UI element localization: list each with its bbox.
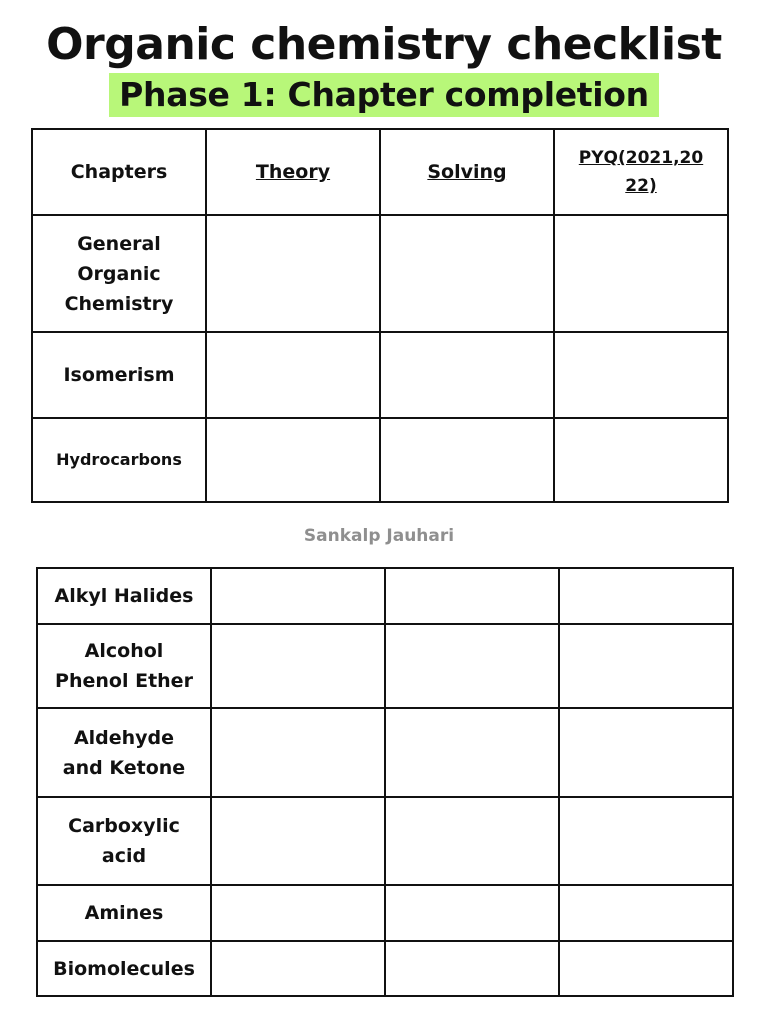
solving-checkbox-cell[interactable] <box>385 568 559 624</box>
header-pyq-line1: PYQ(2021,20 <box>578 148 704 168</box>
solving-checkbox-cell[interactable] <box>385 708 559 797</box>
chapter-name-line: Isomerism <box>63 364 175 386</box>
header-chapters: Chapters <box>32 129 206 215</box>
pyq-checkbox-cell[interactable] <box>559 885 733 941</box>
chapter-name-line: Chemistry <box>64 292 174 315</box>
theory-checkbox-cell[interactable] <box>206 215 380 332</box>
header-theory: Theory <box>206 129 380 215</box>
chapter-name-cell <box>37 624 211 708</box>
phase-subtitle: Phase 1: Chapter completion <box>109 73 659 117</box>
solving-checkbox-cell[interactable] <box>380 418 554 502</box>
table-row <box>37 624 733 708</box>
theory-checkbox-cell[interactable] <box>211 568 385 624</box>
chapter-name-line: General <box>77 232 161 255</box>
table-row <box>37 797 733 885</box>
chapter-name-cell <box>37 885 211 941</box>
pyq-checkbox-cell[interactable] <box>559 797 733 885</box>
pyq-checkbox-cell[interactable] <box>559 708 733 797</box>
table-row <box>32 418 728 502</box>
chapter-name-cell <box>32 332 206 418</box>
chapter-name-line: Alkyl Halides <box>54 585 194 607</box>
chapter-name-cell <box>37 568 211 624</box>
pyq-checkbox-cell[interactable] <box>559 624 733 708</box>
chapter-name-line: Alcohol <box>84 640 164 662</box>
theory-checkbox-cell[interactable] <box>206 418 380 502</box>
chapter-name-line: acid <box>101 845 147 867</box>
table-row <box>32 215 728 332</box>
pyq-checkbox-cell[interactable] <box>554 215 728 332</box>
subtitle-wrapper <box>0 73 768 117</box>
pyq-checkbox-cell[interactable] <box>554 418 728 502</box>
solving-checkbox-cell[interactable] <box>385 885 559 941</box>
header-solving: Solving <box>380 129 554 215</box>
chapter-name-cell <box>37 797 211 885</box>
chapter-name-line: Carboxylic <box>68 815 180 837</box>
solving-checkbox-cell[interactable] <box>380 215 554 332</box>
chapter-name-line: Hydrocarbons <box>56 450 182 469</box>
pyq-checkbox-cell[interactable] <box>554 332 728 418</box>
table-row <box>37 568 733 624</box>
checklist-table-2 <box>36 567 734 997</box>
theory-checkbox-cell[interactable] <box>211 797 385 885</box>
table-row <box>32 332 728 418</box>
solving-checkbox-cell[interactable] <box>385 797 559 885</box>
chapter-name-line: Amines <box>84 902 164 924</box>
theory-checkbox-cell[interactable] <box>211 885 385 941</box>
solving-checkbox-cell[interactable] <box>385 624 559 708</box>
chapter-name-line: Phenol Ether <box>55 670 193 692</box>
chapter-name-cell <box>32 418 206 502</box>
author-credit: Sankalp Jauhari <box>303 526 455 546</box>
pyq-checkbox-cell[interactable] <box>559 941 733 996</box>
theory-checkbox-cell[interactable] <box>206 332 380 418</box>
theory-checkbox-cell[interactable] <box>211 941 385 996</box>
chapter-name-cell <box>37 708 211 797</box>
table-row <box>37 708 733 797</box>
chapter-name-line: Biomolecules <box>53 957 195 980</box>
table-header-row <box>32 129 728 215</box>
header-pyq <box>554 129 728 215</box>
theory-checkbox-cell[interactable] <box>211 708 385 797</box>
chapter-name-cell <box>32 215 206 332</box>
solving-checkbox-cell[interactable] <box>385 941 559 996</box>
pyq-checkbox-cell[interactable] <box>559 568 733 624</box>
chapter-name-line: Organic <box>77 262 161 285</box>
solving-checkbox-cell[interactable] <box>380 332 554 418</box>
chapter-name-cell <box>37 941 211 996</box>
theory-checkbox-cell[interactable] <box>211 624 385 708</box>
checklist-table-1 <box>31 128 729 503</box>
header-pyq-line2: 22) <box>625 176 657 196</box>
table-row <box>37 885 733 941</box>
page-title: Organic chemistry checklist <box>46 19 722 70</box>
table-row <box>37 941 733 996</box>
chapter-name-line: and Ketone <box>62 756 186 779</box>
chapter-name-line: Aldehyde <box>73 726 175 749</box>
